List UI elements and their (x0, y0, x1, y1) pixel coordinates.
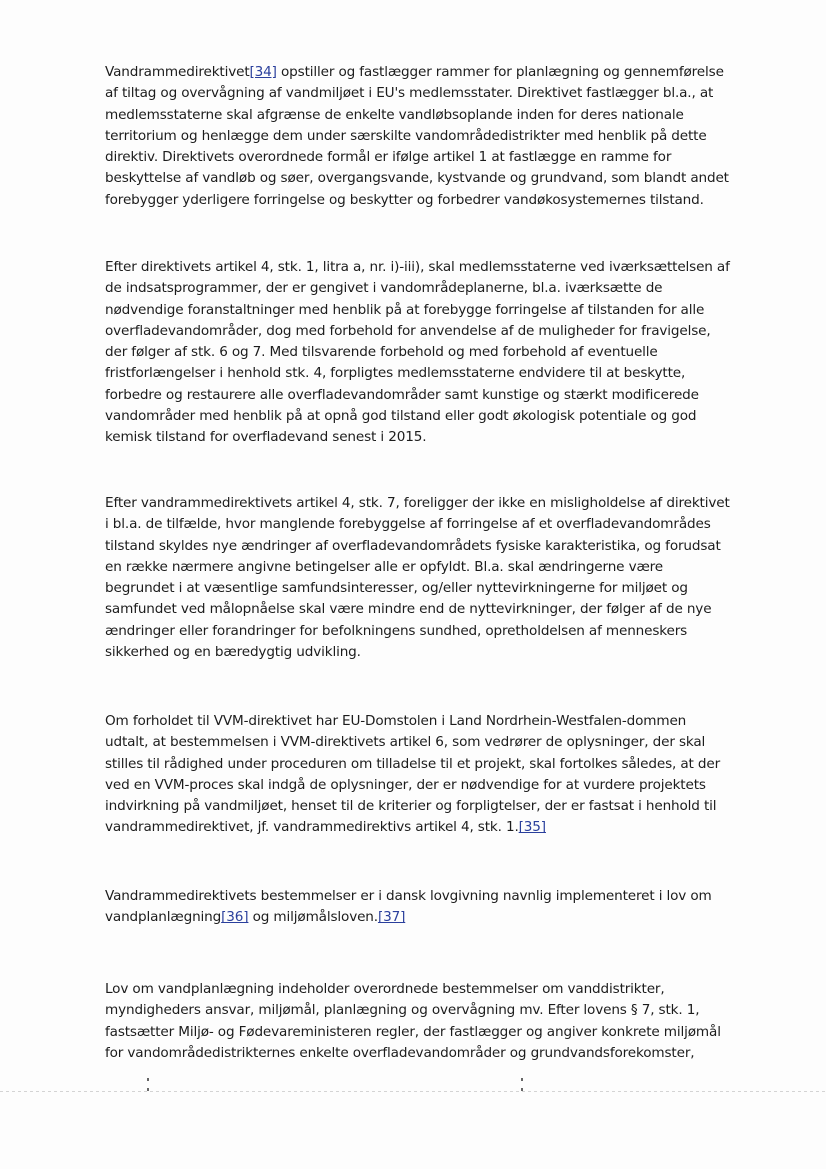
footnote-link-36[interactable]: [36] (221, 909, 249, 926)
scan-artifact-line (0, 1091, 826, 1092)
paragraph-artikel-4-stk-7 (105, 493, 730, 663)
paragraph-vandrammedirektivet-intro (105, 62, 730, 211)
footnote-link-35[interactable]: [35] (518, 819, 546, 836)
footnote-link-37[interactable]: [37] (377, 909, 406, 926)
paragraph-lov-om-vandplanlaegning (105, 979, 730, 1064)
footnote-link-34[interactable]: [34] (249, 64, 277, 80)
text-segment: og miljømålsloven. (248, 909, 378, 926)
scan-artifact-mark (147, 1078, 149, 1081)
text-segment: Vandrammedirektivets bestemmelser er i dansk lovgivning navnlig implementeret i lov om vandplanlægning (105, 888, 712, 926)
scan-artifact-mark (521, 1078, 523, 1081)
text-segment: Efter direktivets artikel 4, stk. 1, litra a, nr. i)-iii), skal medlemsstaterne ved iværksættelsen af de indsatsprogrammer, der er gengivet i vandområdeplanerne, bl.a. iværksætte de nødvendige foranstaltninger med henblik på at forebygge forringelse af tilstanden for alle overfladevandområder, dog med forbehold for anvendelse af de muligheder for fravigelse, der følger af stk. 6 og 7. Med tilsvarende forbehold og med forbehold af eventuelle fristforlængelser i henhold stk. 4, forpligtes medlemsstaterne endvidere til at beskytte, forbedre og restaurere alle overfladevandområder samt kunstige og stærkt modificerede vandområder med henblik på at opnå god tilstand eller godt økologisk potentiale og god kemisk tilstand for overfladevand senest i 2015. (105, 259, 730, 446)
text-segment: Efter vandrammedirektivets artikel 4, stk. 7, foreligger der ikke en misligholdelse af direktivet i bl.a. de tilfælde, hvor manglende forebyggelse af forringelse af et overfladevandområdes tilstand skyldes nye ændringer af overfladevandområdets fysiske karakteristika, og forudsat en række nærmere angivne betingelser alle er opfyldt. Bl.a. skal ændringerne være begrundet i at væsentlige samfundsinteresser, og/eller nyttevirkningerne for miljøet og samfundet ved målopnåelse skal være mindre end de nyttevirkninger, der følger af de nye ændringer eller forandringer for befolkningens sundhed, opretholdelsen af menneskers sikkerhed og en bæredygtig udvikling. (105, 495, 730, 661)
scan-artifact-mark (521, 1088, 523, 1091)
paragraph-vvm-direktivet (105, 711, 730, 839)
text-segment: Om forholdet til VVM-direktivet har EU-Domstolen i Land Nordrhein-Westfalen-dommen udtalt, at bestemmelsen i VVM-direktivets artikel 6, som vedrører de oplysninger, der skal stilles til rådighed under proceduren om tilladelse til et projekt, skal fortolkes således, at der ved en VVM-proces skal indgå de oplysninger, der er nødvendige for at vurdere projektets indvirkning på vandmiljøet, henset til de kriterier og forpligtelser, der er fastsat i henhold til vandrammedirektivet, jf. vandrammedirektivs artikel 4, stk. 1. (105, 713, 721, 836)
paragraph-artikel-4-stk-1 (105, 257, 730, 449)
paragraph-implementering (105, 886, 730, 929)
text-segment: Vandrammedirektivet (105, 64, 250, 80)
text-segment: Lov om vandplanlægning indeholder overordnede bestemmelser om vanddistrikter, myndigheders ansvar, miljømål, planlægning og overvågning mv. Efter lovens § 7, stk. 1, fastsætter Miljø- og Fødevareministeren regler, der fastlægger og angiver konkrete miljømål for vandområdedistrikternes enkelte overfladevandområder og grundvandsforekomster, (105, 981, 721, 1061)
scan-artifact-mark (147, 1088, 149, 1091)
text-segment: opstiller og fastlægger rammer for planlægning og gennemførelse af tiltag og overvågning af vandmiljøet i EU's medlemsstater. Direktivet fastlægger bl.a., at medlemsstaterne skal afgrænse de enkelte vandløbsoplande inden for deres nationale territorium og henlægge dem under særskilte vandområdedistrikter med henblik på dette direktiv. Direktivets overordnede formål er ifølge artikel 1 at fastlægge en ramme for beskyttelse af vandløb og søer, overgangsvande, kystvande og grundvand, som blandt andet forebygger yderligere forringelse og beskytter og forbedrer vandøkosystemernes tilstand. (105, 64, 729, 208)
